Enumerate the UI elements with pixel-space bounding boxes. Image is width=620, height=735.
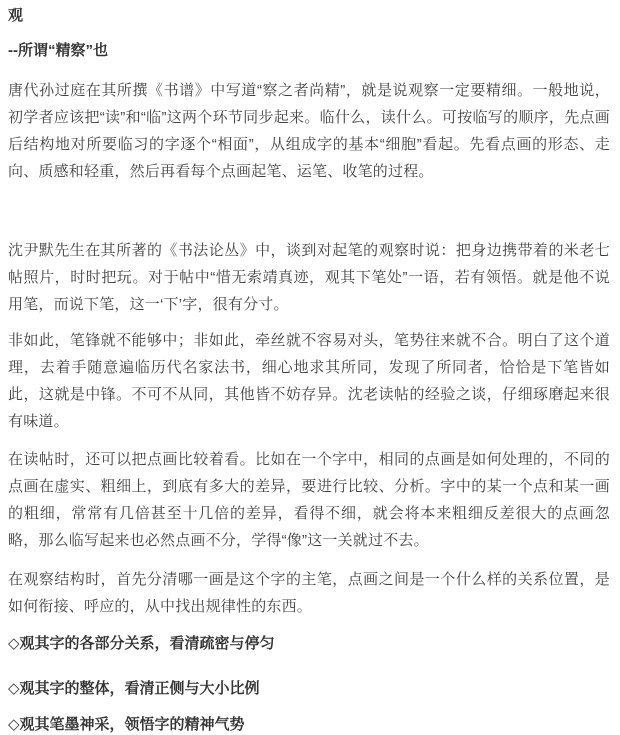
paragraph-3: 非如此，笔锋就不能够中；非如此，牵丝就不容易对头，笔势往来就不合。明白了这个道理，去着手随意遍临历代名家法书，细心地求其所同，发现了所同者，恰恰是下笔皆如此，这就是中锋。不可不从同，其他皆不妨存异。沈老读帖的经验之谈，仔细琢磨起来很有味道。 (8, 332, 610, 430)
article-subtitle: --所谓“精察”也 (8, 42, 108, 59)
paragraph-2: 沈尹默先生在其所著的《书法论丛》中，谈到对起笔的观察时说：把身边携带着的米老七帖照片，时时把玩。对于帖中“惜无索靖真迹，观其下笔处”一语，若有领悟。就是他不说用笔，而说下笔，这一‘下’字，很有分寸。 (8, 242, 610, 313)
article-title: 观 (8, 7, 24, 24)
paragraph-5: 在观察结构时，首先分清哪一画是这个字的主笔，点画之间是一个什么样的关系位置，是如何衔接、呼应的，从中找出规律性的东西。 (8, 571, 610, 615)
paragraph-1: 唐代孙过庭在其所撰《书谱》中写道“察之者尚精”，就是说观察一定要精细。一般地说，初学者应该把“读”和“临”这两个环节同步起来。临什么，读什么。可按临写的顺序，先点画后结构地对所要临习的字逐个“相面”，从组成字的基本“细胞”看起。先看点画的形态、走向、质感和轻重，然后再看每个点画起笔、运笔、收笔的过程。 (8, 82, 610, 180)
bullet-line-2: ◇观其字的整体，看清正侧与大小比例 (8, 680, 260, 697)
bullet-line-3: ◇观其笔墨神采，领悟字的精神气势 (8, 716, 245, 733)
bullet-line-1: ◇观其字的各部分关系，看清疏密与停匀 (8, 635, 275, 652)
paragraph-4: 在读帖时，还可以把点画比较着看。比如在一个字中，相同的点画是如何处理的，不同的点画在虚实、粗细上，到底有多大的差异，要进行比较、分析。字中的某一个点和某一画的粗细，常常有几倍甚至十几倍的差异，看得不细，就会将本来粗细反差很大的点画忽略，那么临写起来也必然点画不分，学得“像”这一关就过不去。 (8, 451, 610, 549)
